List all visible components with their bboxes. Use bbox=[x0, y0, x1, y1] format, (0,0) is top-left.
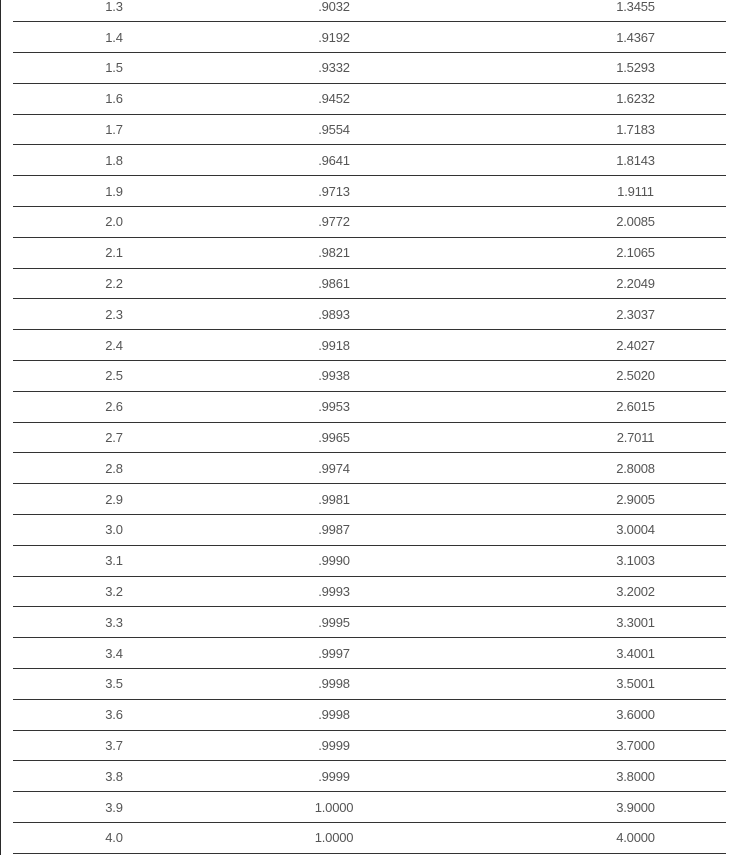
table-cell-col1: 3.9 bbox=[13, 792, 217, 823]
table-cell-col1: 2.0 bbox=[13, 207, 217, 238]
table-cell-col3: 3.6000 bbox=[475, 699, 726, 730]
table-cell-col1: 1.4 bbox=[13, 22, 217, 53]
table-body bbox=[13, 0, 726, 853]
table-cell-col3: 3.0004 bbox=[475, 515, 726, 546]
table-cell-col3: 2.9005 bbox=[475, 484, 726, 515]
table-cell-col1: 3.2 bbox=[13, 576, 217, 607]
table-cell-col3: 1.5293 bbox=[475, 53, 726, 84]
table-cell-col1: 3.0 bbox=[13, 515, 217, 546]
table-cell-col3: 2.8008 bbox=[475, 453, 726, 484]
table-cell-col1: 2.9 bbox=[13, 484, 217, 515]
table-cell-col1: 1.7 bbox=[13, 114, 217, 145]
table-cell-col3: 3.3001 bbox=[475, 607, 726, 638]
table-cell-col2: .9821 bbox=[217, 237, 475, 268]
table-cell-col3: 3.7000 bbox=[475, 730, 726, 761]
table-cell-col1: 1.3 bbox=[13, 0, 217, 22]
table-cell-col3: 1.9111 bbox=[475, 176, 726, 207]
table-row bbox=[13, 53, 726, 84]
table-row bbox=[13, 176, 726, 207]
table-cell-col3: 3.5001 bbox=[475, 669, 726, 700]
table-cell-col3: 2.6015 bbox=[475, 391, 726, 422]
table-cell-col3: 3.4001 bbox=[475, 638, 726, 669]
table-row bbox=[13, 792, 726, 823]
table-cell-col3: 2.0085 bbox=[475, 207, 726, 238]
table-cell-col3: 1.6232 bbox=[475, 83, 726, 114]
table-cell-col1: 3.5 bbox=[13, 669, 217, 700]
table-cell-col2: .9999 bbox=[217, 730, 475, 761]
table-cell-col2: .9990 bbox=[217, 545, 475, 576]
table-row bbox=[13, 638, 726, 669]
table-cell-col3: 1.3455 bbox=[475, 0, 726, 22]
table-cell-col2: .9998 bbox=[217, 669, 475, 700]
table-cell-col1: 3.3 bbox=[13, 607, 217, 638]
table-cell-col1: 2.2 bbox=[13, 268, 217, 299]
table-cell-col2: .9918 bbox=[217, 330, 475, 361]
table-cell-col1: 1.8 bbox=[13, 145, 217, 176]
table-row bbox=[13, 299, 726, 330]
table-cell-col1: 1.5 bbox=[13, 53, 217, 84]
table-cell-col1: 2.3 bbox=[13, 299, 217, 330]
table-row bbox=[13, 22, 726, 53]
table-row bbox=[13, 361, 726, 392]
table-cell-col1: 3.4 bbox=[13, 638, 217, 669]
table-cell-col2: .9332 bbox=[217, 53, 475, 84]
table-cell-col3: 3.8000 bbox=[475, 761, 726, 792]
table-cell-col2: .9993 bbox=[217, 576, 475, 607]
table-row bbox=[13, 0, 726, 22]
table-cell-col2: .9893 bbox=[217, 299, 475, 330]
table-cell-col2: .9713 bbox=[217, 176, 475, 207]
table-row bbox=[13, 699, 726, 730]
table-cell-col1: 1.9 bbox=[13, 176, 217, 207]
data-table bbox=[13, 0, 726, 854]
table-cell-col2: .9995 bbox=[217, 607, 475, 638]
table-cell-col3: 1.4367 bbox=[475, 22, 726, 53]
table-cell-col1: 1.6 bbox=[13, 83, 217, 114]
table-cell-col1: 4.0 bbox=[13, 823, 217, 854]
table-cell-col1: 2.5 bbox=[13, 361, 217, 392]
table-cell-col1: 2.7 bbox=[13, 422, 217, 453]
table-row bbox=[13, 145, 726, 176]
table-cell-col3: 3.2002 bbox=[475, 576, 726, 607]
table-cell-col2: .9997 bbox=[217, 638, 475, 669]
table-row bbox=[13, 83, 726, 114]
table-row bbox=[13, 114, 726, 145]
table-cell-col1: 2.4 bbox=[13, 330, 217, 361]
table-row bbox=[13, 453, 726, 484]
table-row bbox=[13, 268, 726, 299]
table-cell-col3: 2.2049 bbox=[475, 268, 726, 299]
table-cell-col3: 2.1065 bbox=[475, 237, 726, 268]
table-cell-col2: .9953 bbox=[217, 391, 475, 422]
table-cell-col1: 2.1 bbox=[13, 237, 217, 268]
table-cell-col1: 3.8 bbox=[13, 761, 217, 792]
table-cell-col3: 1.8143 bbox=[475, 145, 726, 176]
table-cell-col2: .9981 bbox=[217, 484, 475, 515]
table-row bbox=[13, 207, 726, 238]
table-row bbox=[13, 607, 726, 638]
table-cell-col1: 3.6 bbox=[13, 699, 217, 730]
table-cell-col3: 4.0000 bbox=[475, 823, 726, 854]
table-row bbox=[13, 823, 726, 854]
table-row bbox=[13, 515, 726, 546]
table-cell-col3: 2.7011 bbox=[475, 422, 726, 453]
table-row bbox=[13, 422, 726, 453]
table-cell-col2: .9998 bbox=[217, 699, 475, 730]
table-row bbox=[13, 576, 726, 607]
table-cell-col3: 2.5020 bbox=[475, 361, 726, 392]
table-cell-col2: .9987 bbox=[217, 515, 475, 546]
table-cell-col1: 3.1 bbox=[13, 545, 217, 576]
table-cell-col2: .9861 bbox=[217, 268, 475, 299]
table-row bbox=[13, 237, 726, 268]
table-cell-col2: 1.0000 bbox=[217, 792, 475, 823]
table-cell-col2: .9974 bbox=[217, 453, 475, 484]
table-row bbox=[13, 730, 726, 761]
table-row bbox=[13, 391, 726, 422]
table-cell-col2: .9554 bbox=[217, 114, 475, 145]
table-cell-col2: .9641 bbox=[217, 145, 475, 176]
table-cell-col2: .9999 bbox=[217, 761, 475, 792]
table-cell-col3: 2.4027 bbox=[475, 330, 726, 361]
table-cell-col3: 3.9000 bbox=[475, 792, 726, 823]
table-cell-col2: .9965 bbox=[217, 422, 475, 453]
table-row bbox=[13, 761, 726, 792]
data-table-container bbox=[13, 0, 726, 854]
table-cell-col1: 2.8 bbox=[13, 453, 217, 484]
table-cell-col1: 2.6 bbox=[13, 391, 217, 422]
table-cell-col1: 3.7 bbox=[13, 730, 217, 761]
table-cell-col2: .9772 bbox=[217, 207, 475, 238]
table-cell-col2: .9452 bbox=[217, 83, 475, 114]
table-row bbox=[13, 484, 726, 515]
table-cell-col3: 2.3037 bbox=[475, 299, 726, 330]
table-cell-col3: 1.7183 bbox=[475, 114, 726, 145]
table-cell-col3: 3.1003 bbox=[475, 545, 726, 576]
table-row bbox=[13, 330, 726, 361]
table-cell-col2: .9192 bbox=[217, 22, 475, 53]
table-cell-col2: 1.0000 bbox=[217, 823, 475, 854]
table-cell-col2: .9032 bbox=[217, 0, 475, 22]
table-cell-col2: .9938 bbox=[217, 361, 475, 392]
table-row bbox=[13, 669, 726, 700]
table-row bbox=[13, 545, 726, 576]
left-border-line bbox=[0, 0, 1, 855]
